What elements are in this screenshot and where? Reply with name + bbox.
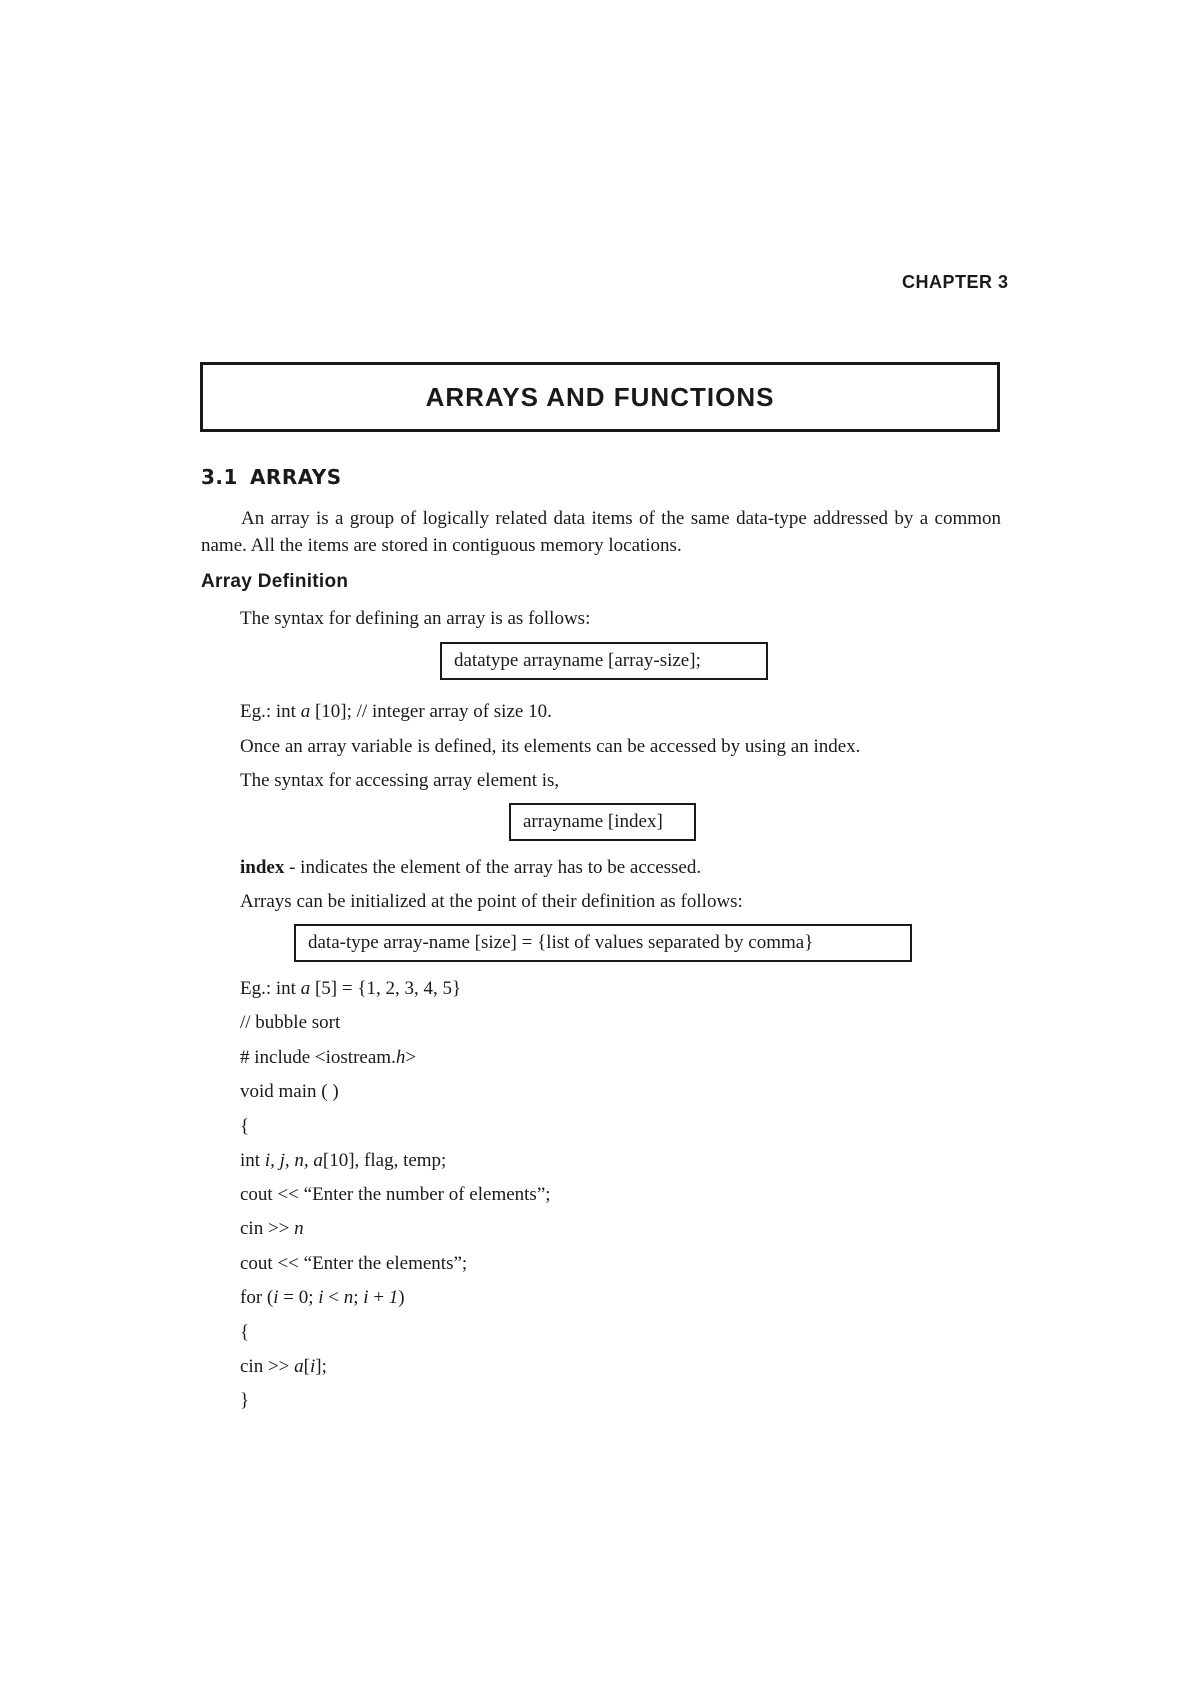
code-cin-a-var: a: [294, 1356, 304, 1377]
example-definition: [240, 701, 552, 723]
code-for-n: n: [343, 1287, 354, 1308]
code-cin-array: [240, 1356, 327, 1378]
access-syntax-box: arrayname [index]: [509, 803, 696, 841]
init-note: Arrays can be initialized at the point of their definition as follows:: [240, 891, 743, 912]
code-decl-vars: i, j, n, a: [264, 1150, 323, 1171]
chapter-label: CHAPTER 3: [902, 272, 1009, 292]
example-init-suffix: [5] = {1, 2, 3, 4, 5}: [310, 978, 462, 999]
code-for-mid2: <: [323, 1287, 344, 1308]
index-term: index: [240, 857, 285, 878]
section-title: ARRAYS: [249, 465, 342, 489]
subheading-array-definition: Array Definition: [201, 571, 349, 592]
example-definition-suffix: [10]; // integer array of size 10.: [310, 701, 552, 722]
code-comment: // bubble sort: [240, 1012, 341, 1033]
example-init-var: a: [300, 978, 311, 999]
code-include-prefix: # include <iostream.: [240, 1047, 396, 1068]
code-include-h: h: [395, 1047, 406, 1068]
init-syntax-box: data-type array-name [size] = {list of values separated by comma}: [294, 924, 912, 962]
example-definition-var: a: [300, 701, 311, 722]
code-for-loop: [240, 1287, 405, 1309]
code-cin-a-open: [: [303, 1356, 310, 1377]
code-main: void main ( ): [240, 1081, 339, 1102]
definition-syntax-box: datatype arrayname [array-size];: [440, 642, 768, 680]
code-decl-int: int: [240, 1150, 265, 1171]
code-include-suffix: >: [405, 1047, 417, 1068]
section-number: 3.1: [201, 465, 238, 489]
access-syntax-intro: The syntax for accessing array element is,: [240, 770, 560, 791]
code-for-suffix: ): [398, 1287, 405, 1308]
chapter-title-box: [200, 362, 1000, 432]
index-desc: - indicates the element of the array has to be accessed.: [284, 857, 702, 878]
code-cin-n: [240, 1218, 304, 1240]
index-description: [240, 857, 701, 879]
section-heading: [201, 465, 342, 489]
code-for-prefix: for (: [240, 1287, 274, 1308]
code-cin-a-close: ];: [315, 1356, 327, 1377]
intro-paragraph: [201, 505, 1001, 559]
example-definition-prefix: Eg.: int: [240, 701, 301, 722]
example-init-prefix: Eg.: int: [240, 978, 301, 999]
code-open-brace: {: [240, 1116, 250, 1137]
code-for-i2: i: [318, 1287, 324, 1308]
chapter-title: ARRAYS AND FUNCTIONS: [425, 381, 775, 412]
code-cin-a-i: i: [309, 1356, 316, 1377]
code-declaration: [240, 1150, 446, 1172]
code-cout-count: cout << “Enter the number of elements”;: [240, 1184, 551, 1205]
code-for-mid4: +: [368, 1287, 389, 1308]
code-cout-elements: cout << “Enter the elements”;: [240, 1253, 468, 1274]
intro-paragraph-text: An array is a group of logically related data items of the same data-type addressed by a common name. All the items are stored in contiguous memory locations.: [201, 508, 1001, 556]
code-for-one: 1: [388, 1287, 399, 1308]
code-decl-rest: [10], flag, temp;: [322, 1150, 447, 1171]
code-for-mid1: = 0;: [278, 1287, 319, 1308]
code-cin-n-var: n: [294, 1218, 304, 1239]
code-open-brace-2: {: [240, 1322, 250, 1343]
access-note: Once an array variable is defined, its elements can be accessed by using an index.: [240, 736, 861, 757]
syntax-intro: The syntax for defining an array is as follows:: [240, 608, 591, 629]
code-for-i3: i: [363, 1287, 369, 1308]
code-include: [240, 1047, 416, 1069]
code-cin-n-prefix: cin >>: [240, 1218, 295, 1239]
code-for-mid3: ;: [353, 1287, 364, 1308]
code-for-i1: i: [273, 1287, 279, 1308]
example-init: [240, 978, 461, 1000]
code-close-brace: }: [240, 1390, 250, 1411]
code-cin-a-prefix: cin >>: [240, 1356, 295, 1377]
